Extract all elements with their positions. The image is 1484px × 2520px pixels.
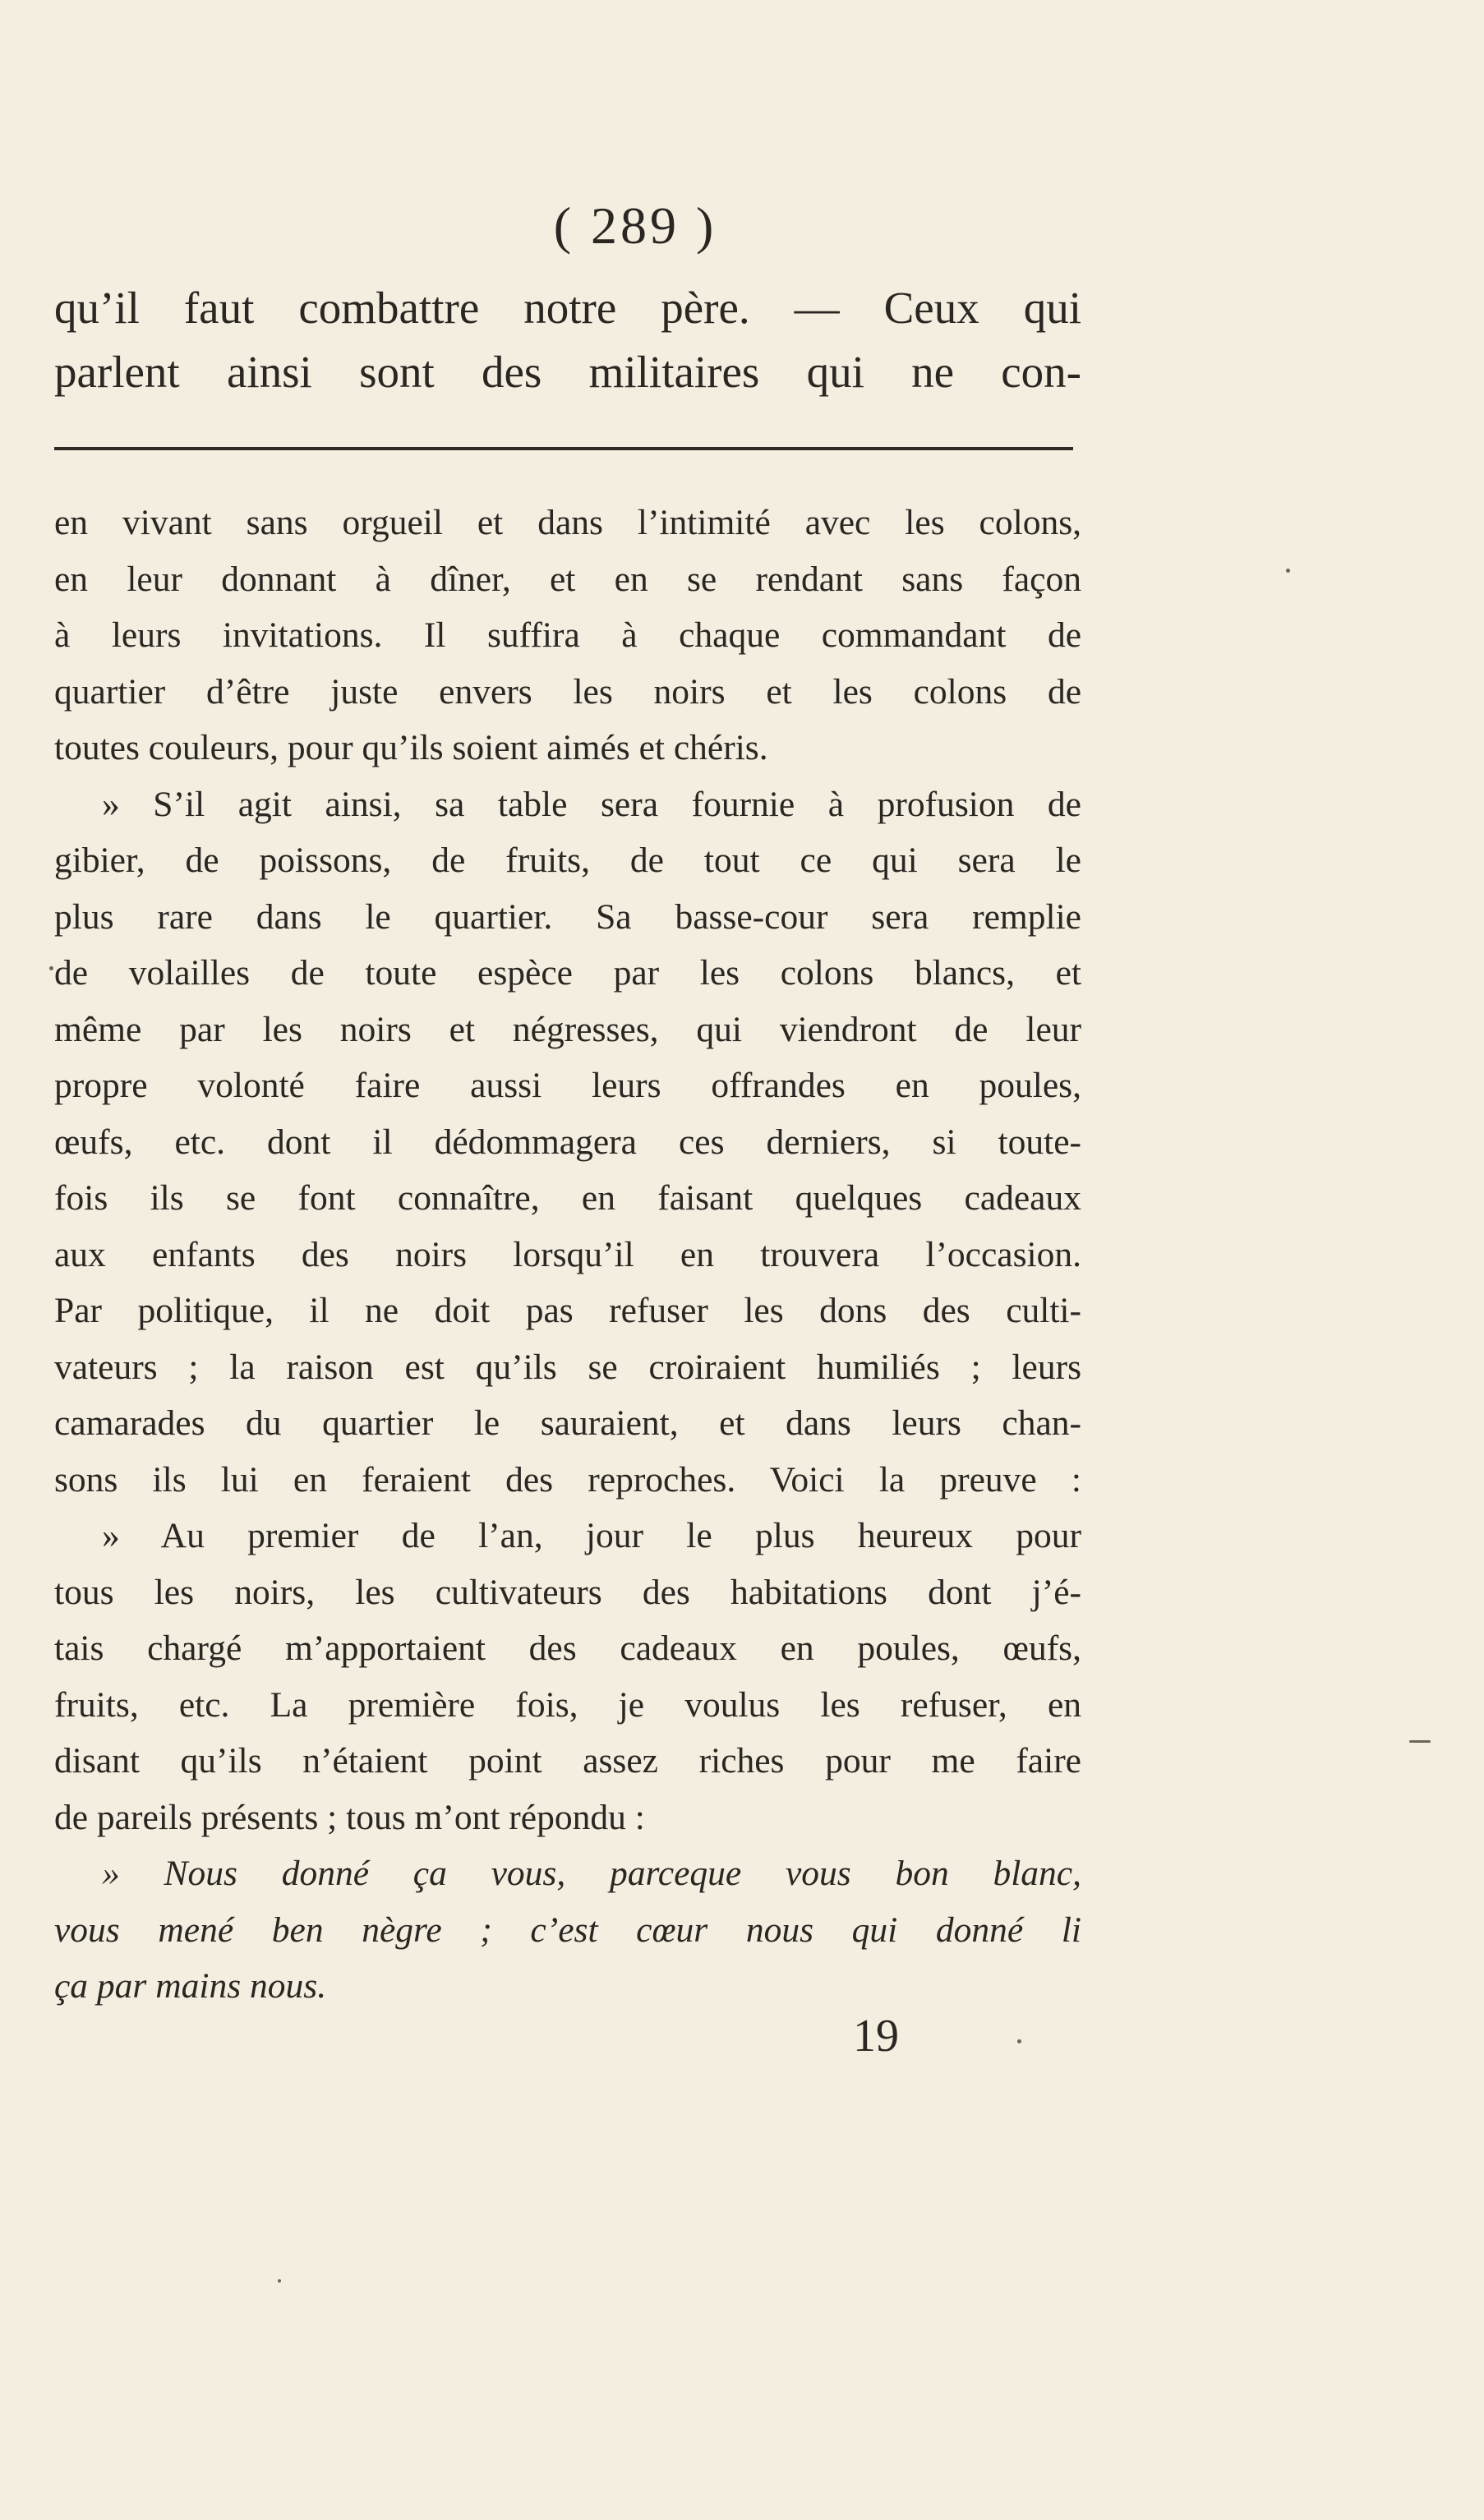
main-text-block bbox=[54, 276, 1081, 404]
footnote-block bbox=[54, 495, 1081, 2015]
footnote-line: tous les noirs, les cultivateurs des habitations dont j’é- bbox=[54, 1572, 1081, 1612]
main-text-line: qu’il faut combattre notre père. — Ceux qui bbox=[54, 283, 1081, 333]
footnote-line: toutes couleurs, pour qu’ils soient aimés et chéris. bbox=[54, 728, 768, 767]
footnote-line: fois ils se font connaître, en faisant quelques cadeaux bbox=[54, 1178, 1081, 1218]
footnote-line: » Nous donné ça vous, parceque vous bon blanc, bbox=[102, 1854, 1081, 1893]
footnote-line: » S’il agit ainsi, sa table sera fournie à profusion de bbox=[102, 784, 1081, 824]
signature-mark: 19 bbox=[853, 2011, 899, 2062]
footnote-line: quartier d’être juste envers les noirs et les colons de bbox=[54, 671, 1081, 712]
paper-speck bbox=[49, 966, 53, 970]
footnote-line: œufs, etc. dont il dédommagera ces derniers, si toute- bbox=[54, 1122, 1081, 1162]
footnote-line: » Au premier de l’an, jour le plus heureux pour bbox=[102, 1516, 1081, 1555]
footnote-line: vateurs ; la raison est qu’ils se croiraient humiliés ; leurs bbox=[54, 1347, 1081, 1387]
paper-speck bbox=[1409, 1740, 1431, 1743]
footnote-line: Par politique, il ne doit pas refuser les dons des culti- bbox=[54, 1291, 1081, 1330]
footnote-line: sons ils lui en feraient des reproches. Voici la preuve : bbox=[54, 1459, 1081, 1500]
footnote-line: en leur donnant à dîner, et en se rendant sans façon bbox=[54, 559, 1081, 599]
footnote-line: fruits, etc. La première fois, je voulus les refuser, en bbox=[54, 1684, 1081, 1725]
page-number: ( 289 ) bbox=[553, 196, 717, 255]
footnote-line: en vivant sans orgueil et dans l’intimité avec les colons, bbox=[54, 503, 1081, 542]
paper-speck bbox=[278, 2279, 281, 2283]
paper-speck bbox=[1017, 2039, 1021, 2043]
footnote-line: aux enfants des noirs lorsqu’il en trouvera l’occasion. bbox=[54, 1234, 1081, 1274]
footnote-line: camarades du quartier le sauraient, et dans leurs chan- bbox=[54, 1403, 1081, 1443]
paper-speck bbox=[1286, 569, 1290, 573]
footnote-line: gibier, de poissons, de fruits, de tout ce qui sera le bbox=[54, 841, 1081, 880]
main-text-line: parlent ainsi sont des militaires qui ne con- bbox=[54, 347, 1081, 397]
footnote-line: disant qu’ils n’étaient point assez riches pour me faire bbox=[54, 1741, 1081, 1781]
footnote-line: tais chargé m’apportaient des cadeaux en poules, œufs, bbox=[54, 1629, 1081, 1668]
footnote-separator-rule bbox=[54, 447, 1073, 450]
footnote-line: de pareils présents ; tous m’ont répondu : bbox=[54, 1797, 645, 1837]
footnote-line: vous mené ben nègre ; c’est cœur nous qui donné li bbox=[54, 1910, 1081, 1950]
footnote-line: de volailles de toute espèce par les colons blancs, et bbox=[54, 953, 1081, 993]
footnote-line: ça par mains nous. bbox=[54, 1966, 327, 2006]
footnote-line: à leurs invitations. Il suffira à chaque commandant de bbox=[54, 615, 1081, 655]
footnote-line: même par les noirs et négresses, qui viendront de leur bbox=[54, 1009, 1081, 1049]
footnote-line: propre volonté faire aussi leurs offrandes en poules, bbox=[54, 1066, 1081, 1105]
footnote-line: plus rare dans le quartier. Sa basse-cour sera remplie bbox=[54, 896, 1081, 937]
